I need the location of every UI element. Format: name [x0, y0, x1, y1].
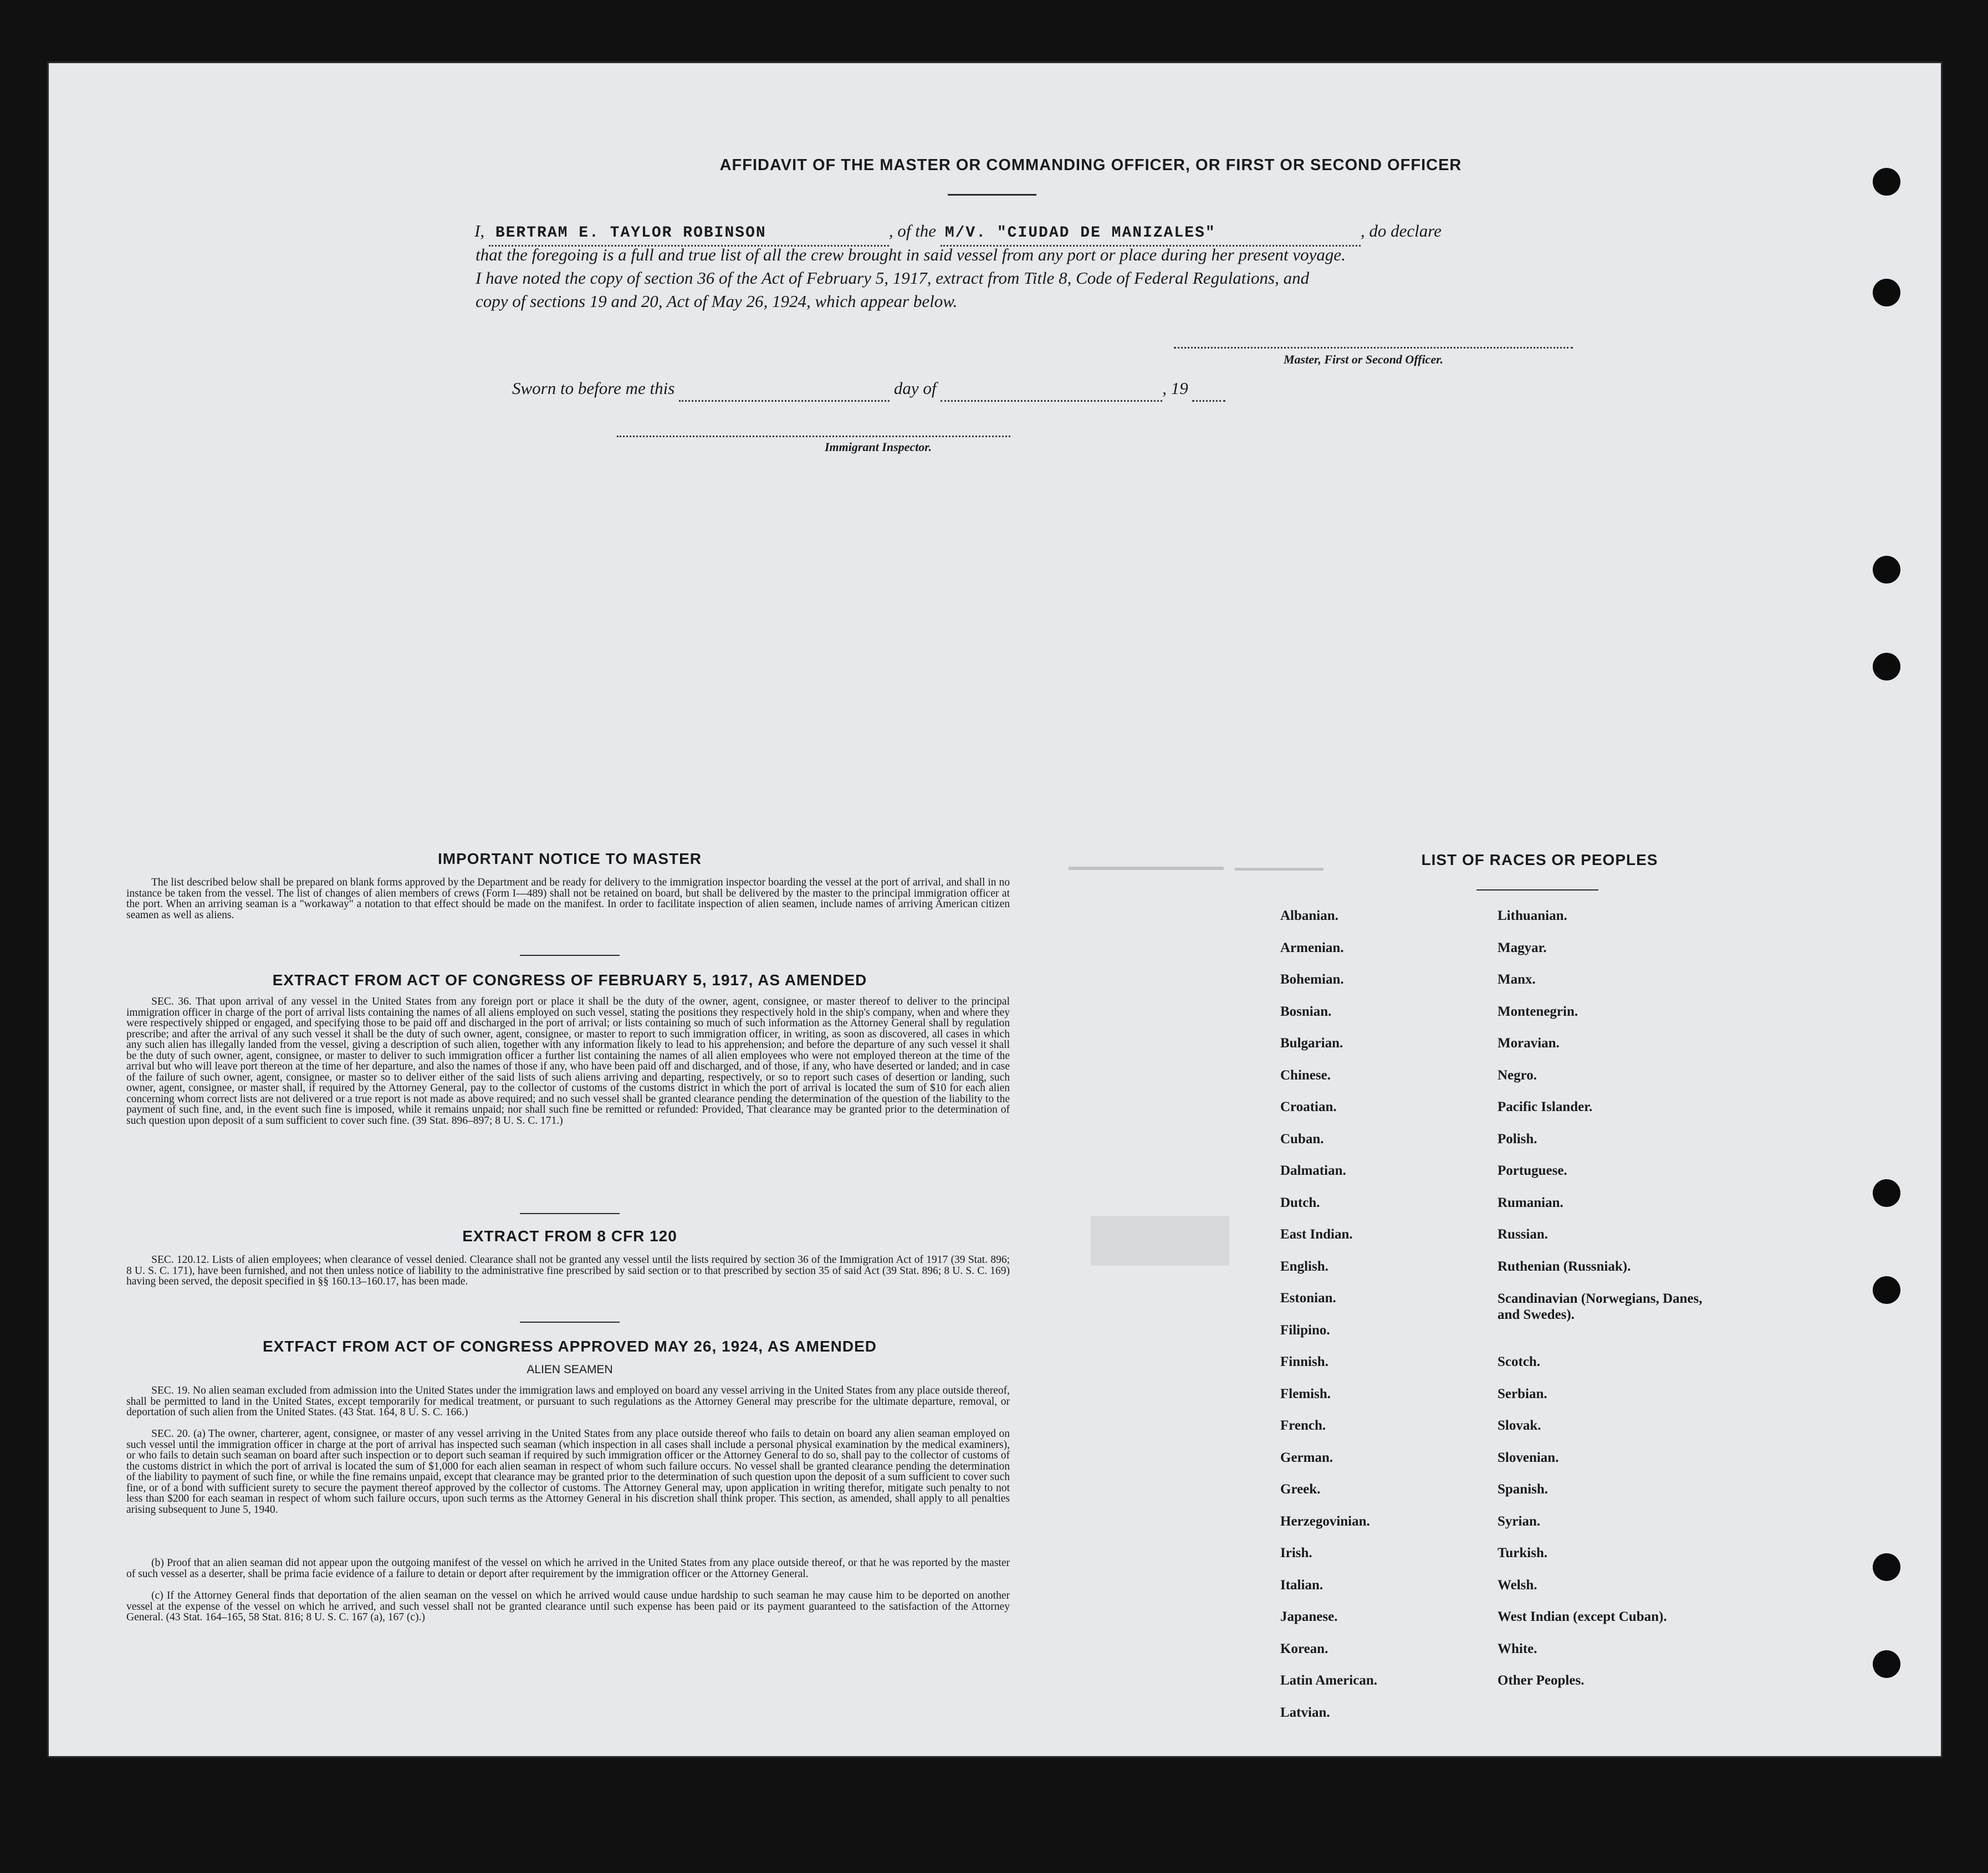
master-name-field	[489, 219, 889, 247]
race-item: Other Peoples.	[1498, 1673, 1585, 1688]
sworn-day-text: day of	[893, 378, 937, 398]
document-page	[49, 63, 1941, 1756]
race-item: White.	[1498, 1641, 1537, 1656]
race-item: French.	[1280, 1418, 1326, 1433]
affidavit-line-2: that the foregoing is a full and true list of all the crew brought in said vessel from any port or place during her present voyage.	[476, 245, 1346, 264]
extract-1917-body: SEC. 36. That upon arrival of any vessel in the United States from any foreign port or place it shall be the duty of the owner, agent, consignee, or master thereof to deliver to the principal immigration officer in charge of the port of arrival lists containing the names of all aliens employed on such vessel, stating the positions they respectively hold in the ship's company, when and where they were respectively shipped or engaged, and specifying those to be paid off and discharged in the port of arrival; or lists containing so much of such information as the Attorney General shall by regulation prescribe; and after the arrival of any such vessel it shall be the duty of such owner, agent, consignee, or master to report to such immigration officer, in writing, as soon as discovered, all cases in which any such alien has illegally landed from the vessel, giving a description of such alien, together with any information likely to lead to his apprehension; and before the departure of any such vessel it shall be the duty of such owner, agent, consignee, or master to deliver to such immigration officer a further list containing the names of all alien employees who were not employed thereon at the time of the arrival but who will leave port thereon at the time of her departure, and also the names of those if any, who have been paid off and discharged, and of those, if any, who have deserted or landed; and in case of the failure of such owner, agent, consignee, or master so to deliver either of the said lists of such aliens arriving and departing, respectively, or so to report such cases of desertion or landing, such owner, agent, consignee, or master shall, if required by the Attorney General, pay to the collector of customs of the customs district in which the port of arrival is located the sum of $10 for each alien concerning whom correct lists are not delivered or a true report is not made as above required; and no such vessel shall be granted clearance pending the determination of the question of the liability to the payment of such fine, and, in the event such fine is imposed, while it remains unpaid; nor shall such fine be remitted or refunded: Provided, That clearance may be granted prior to the determination of such question upon deposit of a sum sufficient to cover such fine. (39 Stat. 896–897; 8 U. S. C. 171.)	[126, 996, 1010, 1127]
signature-line	[1174, 347, 1573, 349]
sworn-prefix: Sworn to before me this	[512, 378, 675, 398]
sworn-month-field	[941, 377, 1162, 402]
race-item: Irish.	[1280, 1546, 1312, 1560]
notice-title: IMPORTANT NOTICE TO MASTER	[437, 850, 702, 867]
punch-hole	[1873, 168, 1900, 196]
do-declare-text: , do declare	[1360, 221, 1442, 240]
race-item: Russian.	[1498, 1227, 1549, 1242]
race-item: Rumanian.	[1498, 1195, 1563, 1210]
extract-1924-sec20c: (c) If the Attorney General finds that deportation of the alien seaman on the vessel on which he arrived would cause undue hardship to such seaman he may cause him to be deported on another vessel at the expense of the vessel on which he arrived, and such vessel shall not be granted clearance until such expense has been paid or its payment guaranteed to the satisfaction of the Attorney General. (43 Stat. 164–165, 58 Stat. 816; 8 U. S. C. 167 (a), 167 (c).)	[126, 1590, 1010, 1623]
scan-smudge	[1069, 867, 1224, 870]
races-right-column	[1498, 908, 1708, 1705]
race-item: Portuguese.	[1498, 1163, 1567, 1178]
extract-cfr-body: SEC. 120.12. Lists of alien employees; when clearance of vessel denied. Clearance shall not be granted any vessel until the lists required by section 36 of the Immigration Act of 1917 (39 Stat. 896; 8 U. S. C. 171), have been furnished, and not then unless notice of liability to the administrative fine prescribed by said section or to that prescribed by section 35 of said Act (39 Stat. 896; 8 U. S. C. 169) having been served, the deposit specified in §§ 160.13–160.17, has been made.	[126, 1254, 1010, 1287]
race-item: Turkish.	[1498, 1546, 1548, 1560]
punch-hole	[1873, 1650, 1900, 1678]
race-item: Magyar.	[1498, 940, 1547, 955]
race-item: Bohemian.	[1280, 972, 1344, 987]
race-item: Dutch.	[1280, 1195, 1320, 1210]
sworn-day-field	[679, 377, 890, 402]
punch-hole	[1873, 1553, 1900, 1581]
divider	[520, 1213, 620, 1214]
punch-hole	[1873, 1179, 1900, 1207]
race-item: Italian.	[1280, 1577, 1323, 1593]
vessel-field	[941, 219, 1361, 247]
sworn-year-field	[1192, 377, 1225, 402]
extract-1924-subtitle: ALIEN SEAMEN	[527, 1363, 613, 1376]
race-item: Cuban.	[1280, 1131, 1324, 1147]
race-item: East Indian.	[1280, 1227, 1353, 1242]
race-item: Serbian.	[1498, 1386, 1547, 1401]
inspector-signature-line	[617, 436, 1010, 437]
divider	[520, 955, 620, 956]
master-name: BERTRAM E. TAYLOR ROBINSON	[495, 224, 766, 242]
race-item: Filipino.	[1280, 1322, 1330, 1338]
race-item: Slovenian.	[1498, 1450, 1559, 1465]
extract-1924-sec20b: (b) Proof that an alien seaman did not appear upon the outgoing manifest of the vessel on which he arrived in the United States from any place outside thereof, or that he was reported by the master of such vessel as a deserter, shall be prima facie evidence of a failure to detain or deport after requirement by the immigration officer or the Attorney General.	[126, 1557, 1010, 1580]
race-item: Ruthenian (Russniak).	[1498, 1258, 1631, 1274]
race-item: Pacific Islander.	[1498, 1099, 1593, 1114]
punch-hole	[1873, 653, 1900, 680]
extract-cfr-title: EXTRACT FROM 8 CFR 120	[462, 1227, 677, 1245]
punch-hole	[1873, 1276, 1900, 1304]
race-item: Negro.	[1498, 1067, 1537, 1083]
race-item: Spanish.	[1498, 1482, 1549, 1497]
punch-hole	[1873, 279, 1900, 306]
extract-1924-sec19: SEC. 19. No alien seaman excluded from admission into the United States under the immigration laws and employed on board any vessel arriving in the United States from any place outside thereof, shall be permitted to land in the United States, except temporarily for medical treatment, or pursuant to such regulations as the Attorney General may prescribe for the ultimate departure, removal, or deportation of such alien from the United States. (43 Stat. 164, 8 U. S. C. 166.)	[126, 1385, 1010, 1418]
punch-hole	[1873, 556, 1900, 584]
race-item: Latvian.	[1280, 1705, 1330, 1720]
race-item: Estonian.	[1280, 1291, 1336, 1306]
signature-caption: Master, First or Second Officer.	[1284, 352, 1444, 366]
race-item: German.	[1280, 1450, 1333, 1465]
notice-body: The list described below shall be prepared on blank forms approved by the Department and be ready for delivery to the immigration inspector boarding the vessel at the port of arrival, and shall in no instance be taken from the vessel. The list of changes of alien members of crews (Form I—489) shall not be retained on board, but shall be delivered by the master to the principal immigration officer at the port. When an arriving seaman is a "workaway" a notation to that effect should be made on the manifest. In order to facilitate inspection of alien seamen, include names of arriving American citizen seamen as well as aliens.	[126, 877, 1010, 921]
divider	[520, 1322, 620, 1323]
race-item: Latin American.	[1280, 1673, 1377, 1688]
sworn-year-text: , 19	[1162, 378, 1188, 398]
affidavit-prefix: I,	[474, 221, 485, 240]
race-item: Chinese.	[1280, 1067, 1331, 1083]
race-item: Herzegovinian.	[1280, 1513, 1370, 1529]
of-the-text: , of the	[888, 221, 937, 240]
vessel-name: M/V. "CIUDAD DE MANIZALES"	[944, 224, 1216, 242]
extract-1924-sec20a: SEC. 20. (a) The owner, charterer, agent, consignee, or master of any vessel arriving in the United States from any place outside thereof who fails to detain on board any alien seaman employed on such vessel until the immigration officer in charge at the port of arrival has inspected such seaman (which inspection in all cases shall include a personal physical examination by the medical examiners), or who fails to detain such seaman on board after such inspection or to deport such seaman if required by such immigration officer or the Attorney General to do so, shall pay to the collector of customs of the customs district in which the port of arrival is located the sum of $1,000 for each alien seaman in respect of whom such failure occurs. No vessel shall be granted clearance pending the determination of the liability to payment of such fine, or while the fine remains unpaid, except that clearance may be granted prior to the determination of such question upon the deposit of a sum sufficient to cover such fine, or of a bond with sufficient surety to secure the payment thereof approved by the collector of customs. The Attorney General may, upon application in writing therefor, mitigate such penalty to not less than $200 for each seaman in respect of whom such failure occurs, upon such terms as the Attorney General in his discretion shall think proper. This section, as amended, shall apply to all penalties arising subsequent to June 5, 1940.	[126, 1428, 1010, 1516]
race-item: Korean.	[1280, 1641, 1328, 1656]
race-item: Lithuanian.	[1498, 908, 1567, 923]
race-item: Scotch.	[1498, 1354, 1541, 1369]
race-item: Bulgarian.	[1280, 1036, 1343, 1051]
extract-1924-title: EXTFACT FROM ACT OF CONGRESS APPROVED MAY 26, 1924, AS AMENDED	[262, 1338, 877, 1355]
sworn-line	[512, 377, 1225, 402]
affidavit-line-4: copy of sections 19 and 20, Act of May 26, 1924, which appear below.	[476, 291, 958, 311]
race-item: West Indian (except Cuban).	[1498, 1609, 1667, 1624]
title-underline	[948, 194, 1036, 196]
race-item: Manx.	[1498, 972, 1536, 987]
race-item: Croatian.	[1280, 1099, 1337, 1114]
race-item: Polish.	[1498, 1131, 1537, 1147]
scan-smudge	[1091, 1216, 1229, 1266]
race-item: Greek.	[1280, 1482, 1321, 1497]
affidavit-line-3: I have noted the copy of section 36 of the Act of February 5, 1917, extract from Title 8, Code of Federal Regulations, and	[476, 268, 1310, 288]
race-item: Moravian.	[1498, 1036, 1560, 1051]
races-left-column	[1280, 908, 1377, 1737]
affidavit-title: AFFIDAVIT OF THE MASTER OR COMMANDING OFFICER, OR FIRST OR SECOND OFFICER	[719, 156, 1462, 174]
races-title: LIST OF RACES OR PEOPLES	[1421, 851, 1658, 868]
race-item: Dalmatian.	[1280, 1163, 1346, 1178]
race-item: Slovak.	[1498, 1418, 1541, 1433]
race-item: English.	[1280, 1258, 1328, 1274]
races-title-underline	[1476, 889, 1598, 891]
race-item: Albanian.	[1280, 908, 1338, 923]
race-item: Scandinavian (Norwegians, Danes, and Swedes).	[1498, 1291, 1703, 1322]
race-item: Bosnian.	[1280, 1004, 1332, 1019]
race-item: Flemish.	[1280, 1386, 1331, 1401]
race-item: Japanese.	[1280, 1609, 1338, 1624]
affidavit-line-1	[474, 219, 1577, 247]
race-item: Syrian.	[1498, 1513, 1541, 1529]
race-item: Finnish.	[1280, 1354, 1328, 1369]
race-item: Welsh.	[1498, 1577, 1537, 1593]
race-item: Montenegrin.	[1498, 1004, 1578, 1019]
extract-1917-title: EXTRACT FROM ACT OF CONGRESS OF FEBRUARY 5, 1917, AS AMENDED	[272, 971, 867, 989]
inspector-caption: Immigrant Inspector.	[825, 440, 932, 454]
race-item: Armenian.	[1280, 940, 1344, 955]
